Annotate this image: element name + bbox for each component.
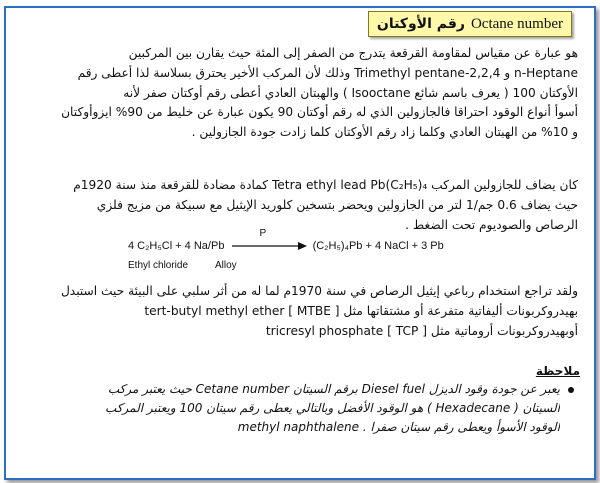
para1-line: n-Heptane و 2,2,4-Trimethyl pentane وذلك لأن المركب الأخير يحترق بسلاسة لذا أعطى رقم xyxy=(77,65,578,80)
reaction-equation xyxy=(128,228,448,276)
equation-condition: P xyxy=(259,228,267,240)
para2-line: الرصاص والصوديوم تحت الضغط . xyxy=(405,217,578,232)
alloy-label: Alloy xyxy=(215,260,237,271)
replacement-paragraph xyxy=(48,282,578,341)
reaction-arrow xyxy=(230,228,308,252)
title-arabic: رقم الأوكتان xyxy=(376,16,465,32)
equation-products: (C₂H₅)₄Pb + 4 NaCl + 3 Pb xyxy=(312,240,444,252)
para3-line: ولقد تراجع استخدام رباعي إيثيل الرصاص في سنة 1970م لما له من أثر سلبي على البيئة حيث استبدل xyxy=(60,284,578,298)
equation-line xyxy=(128,228,444,252)
para2-line: كان يضاف للجازولين المركب Tetra ethyl lead Pb(C₂H₅)₄ كمادة مضادة للقرقعة منذ سنة 1920م xyxy=(73,178,578,192)
note-line: السيتان ( Hexadecane ) هو الوقود الأفضل وبالتالي يعطى رقم سيتان 100 ويعتبر المركب xyxy=(105,401,560,415)
note-line: يعبر عن جودة وقود الديزل Diesel fuel برقم السيتان Cetane number حيث يعتبر مركب xyxy=(107,382,560,396)
para1-line: هو عبارة عن مقياس لمقاومة القرقعة يتدرج من الصفر إلى المئة حيث يقارن بين المركبين xyxy=(128,46,578,60)
title-english: Octane number xyxy=(470,15,563,32)
note-block xyxy=(40,380,560,437)
para1-line: الأوكتان 100 ( يعرف باسم شائع Isooctane ) والهبتان العادي أعطى رقم أوكتان صفر لأنه xyxy=(123,85,578,100)
note-heading: ملاحظة xyxy=(535,364,580,378)
bullet-icon xyxy=(568,387,574,393)
section-title xyxy=(368,11,572,37)
para1-line: أسوأ أنواع الوقود احتراقا فالجازولين الذي له رقم أوكتان 90 يكون عبارة عن خليط من 90% ايزوأوكتان xyxy=(61,105,578,120)
definition-paragraph xyxy=(48,44,578,143)
arrow-icon xyxy=(230,240,308,252)
para3-line: بهيدروكربونات أليفاتية متفرعة أو مشتقاتها مثل [ tert-butyl methyl ether [ MTBE xyxy=(144,303,578,318)
para3-line: أوبهيدروكربونات أروماتية مثل [ tricresyl phosphate [ TCP xyxy=(265,323,578,338)
equation-reactants: 4 C₂H₅Cl + 4 Na/Pb xyxy=(128,240,225,252)
note-line: الوقود الأسوأ ويعطى رقم سيتان صفرا . methyl naphthalene xyxy=(237,420,560,434)
para1-line: و 10% من الهبتان العادي وكلما زاد رقم الأوكتان كلما زادت جودة الجازولين . xyxy=(191,125,578,140)
ethyl-chloride-label: Ethyl chloride xyxy=(128,260,189,271)
para2-line: حيث يضاف 0.6 جم/1 لتر من الجازولين ويحضر بتسخين كلوريد الإيثيل مع سبيكة من مزيج فلزي xyxy=(96,197,578,212)
tetraethyl-lead-paragraph xyxy=(48,176,578,235)
